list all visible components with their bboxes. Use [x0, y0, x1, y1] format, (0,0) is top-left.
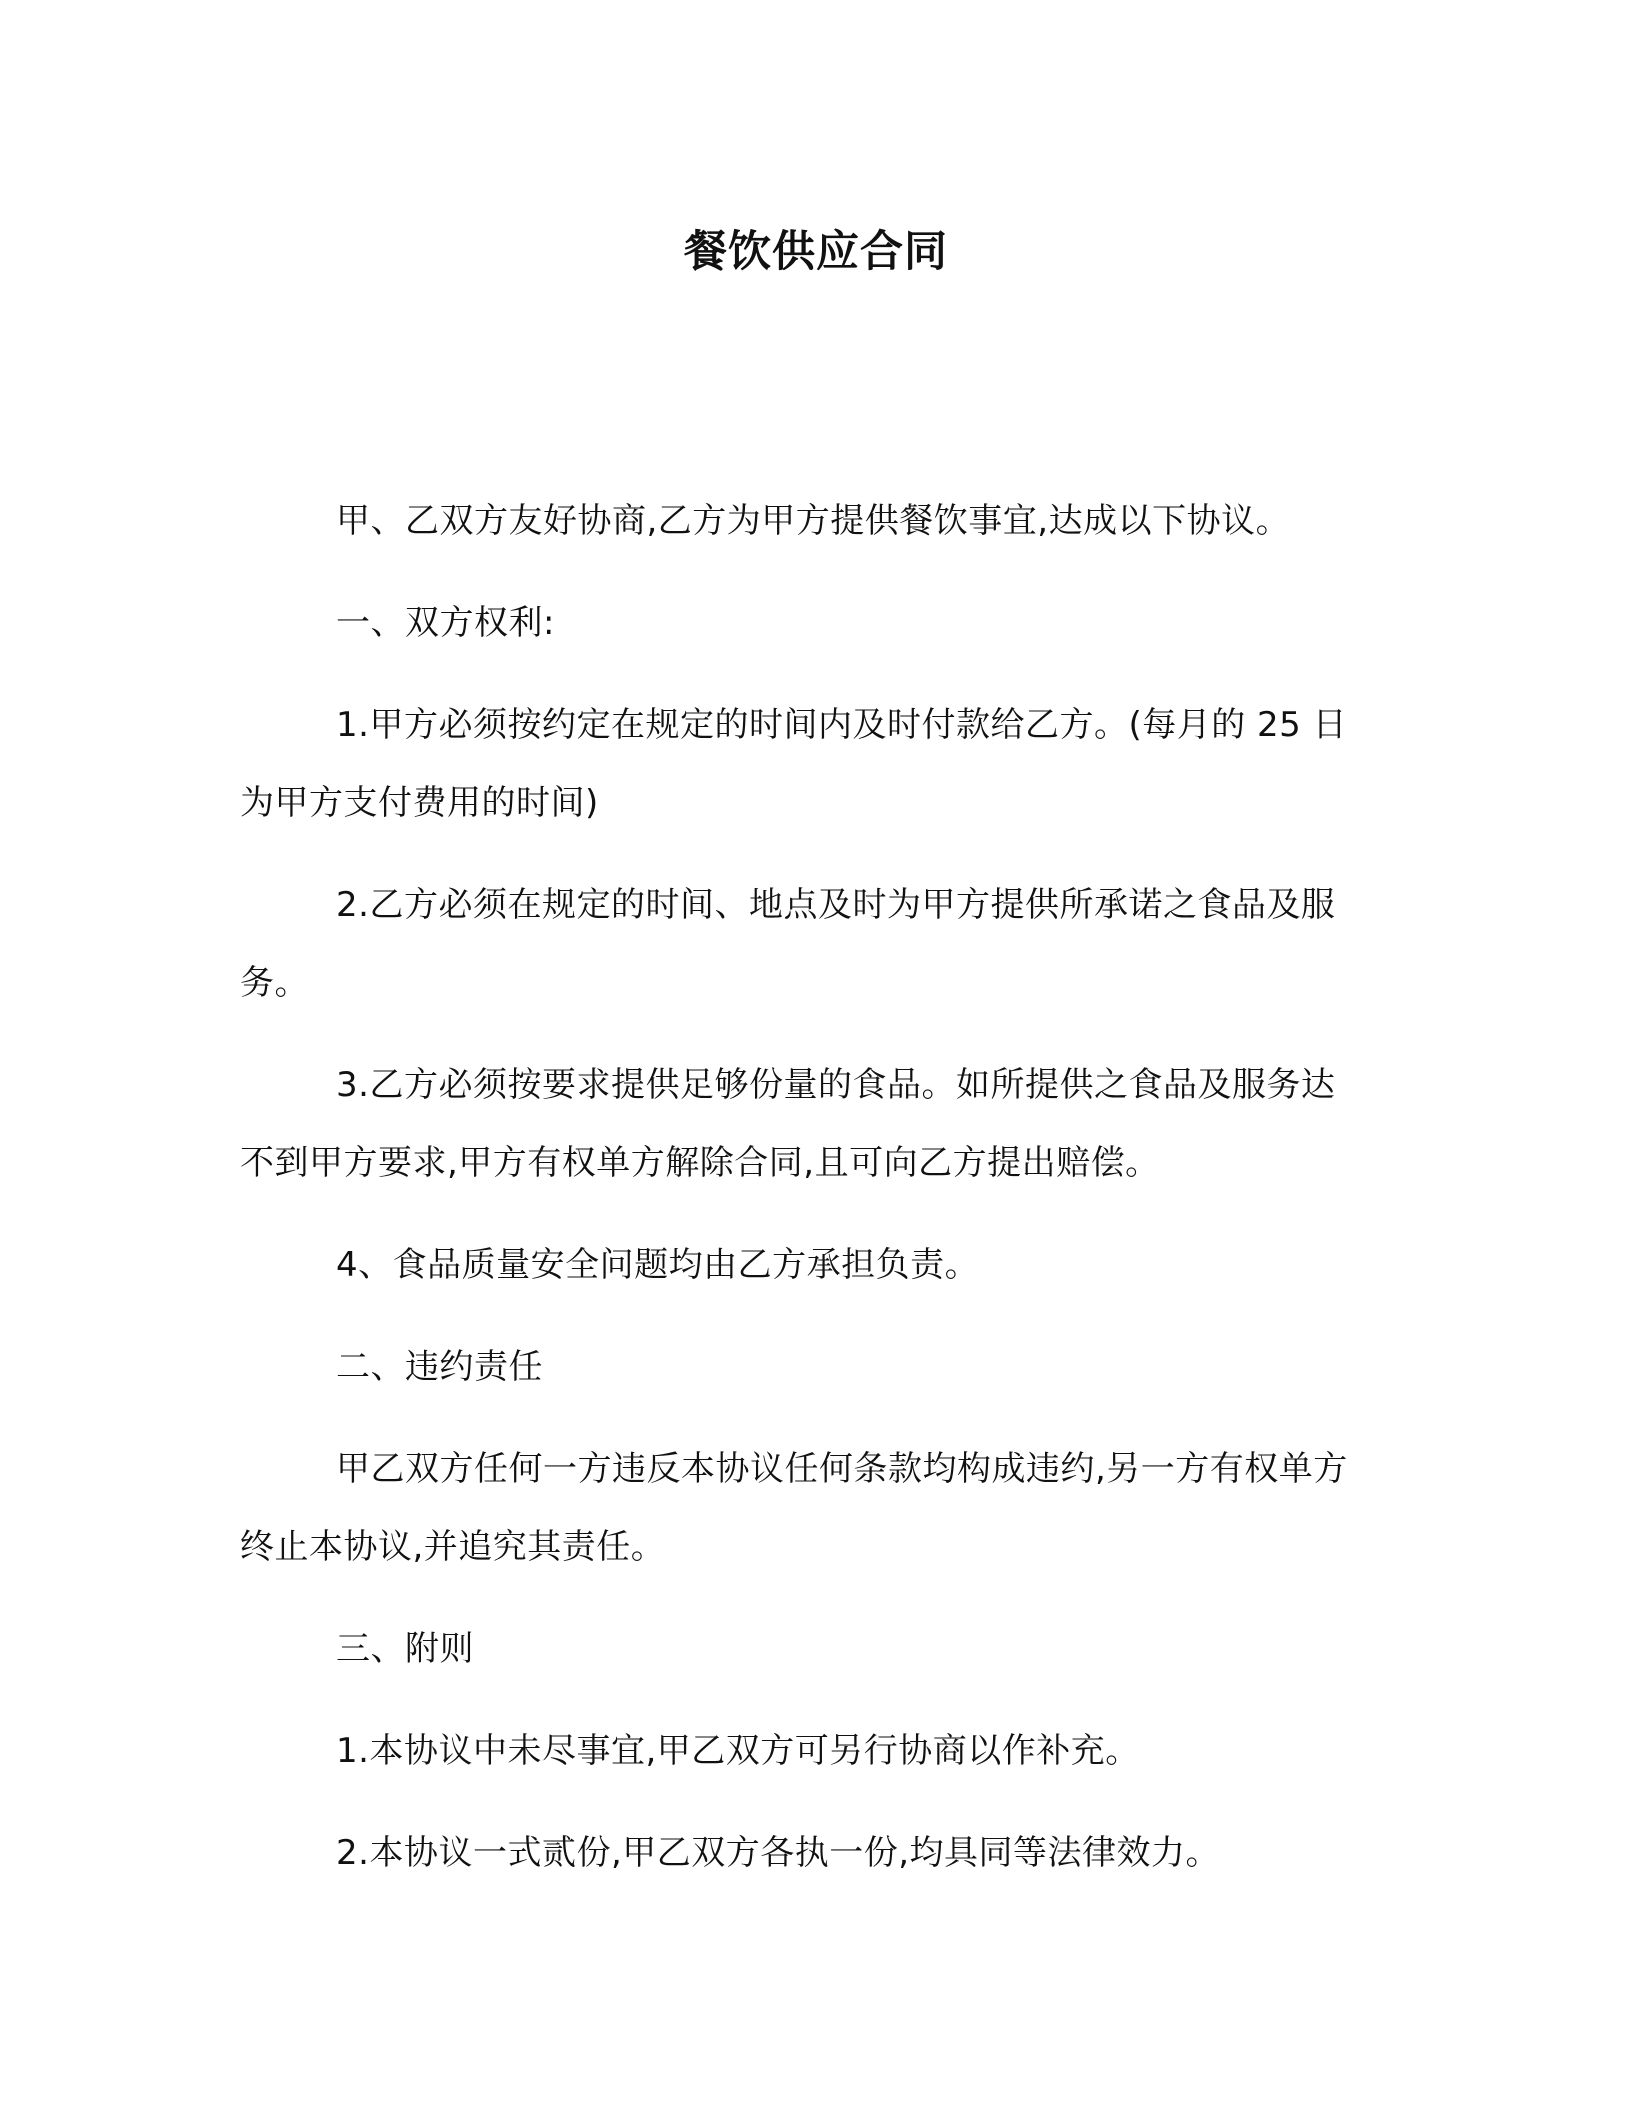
page-title: 餐饮供应合同 — [684, 227, 948, 277]
rights-item-3: 3.乙方必须按要求提供足够份量的食品。如所提供之食品及服务达不到甲方要求,甲方有权单方解除合同,且可向乙方提出赔偿。 — [240, 1065, 1336, 1183]
appendix-item-1: 1.本协议中未尽事宜,甲乙双方可另行协商以作补充。 — [336, 1731, 1140, 1771]
appendix-item-2: 2.本协议一式贰份,甲乙双方各执一份,均具同等法律效力。 — [336, 1833, 1221, 1873]
rights-item-1: 1.甲方必须按约定在规定的时间内及时付款给乙方。(每月的 25 日为甲方支付费用的时间) — [240, 705, 1348, 823]
section-heading-liability: 二、违约责任 — [336, 1347, 543, 1387]
liability-paragraph: 甲乙双方任何一方违反本协议任何条款均构成违约,另一方有权单方终止本协议,并追究其责任。 — [240, 1449, 1348, 1567]
rights-item-2: 2.乙方必须在规定的时间、地点及时为甲方提供所承诺之食品及服务。 — [240, 885, 1336, 1003]
rights-item-4: 4、食品质量安全问题均由乙方承担负责。 — [336, 1245, 980, 1285]
section-heading-appendix: 三、附则 — [336, 1629, 474, 1669]
section-heading-rights: 一、双方权利: — [336, 603, 555, 643]
intro-paragraph: 甲、乙双方友好协商,乙方为甲方提供餐饮事宜,达成以下协议。 — [336, 501, 1291, 541]
